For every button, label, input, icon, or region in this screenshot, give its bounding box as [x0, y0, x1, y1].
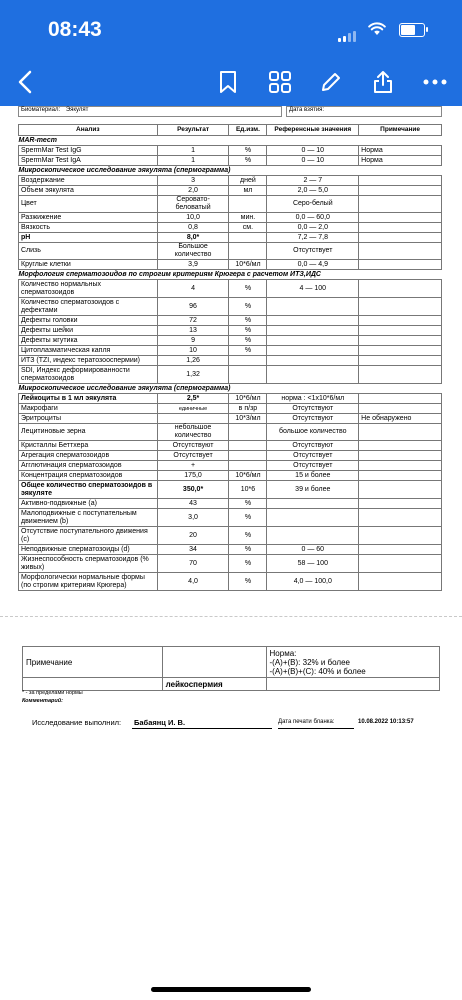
row-unit: [229, 233, 267, 243]
table-row: [19, 545, 442, 555]
note-table: [22, 646, 440, 691]
row-reference: [267, 336, 359, 346]
table-row: [19, 196, 442, 213]
row-note: Норма: [359, 156, 442, 166]
row-result: 96: [157, 298, 229, 316]
row-result: +: [157, 461, 229, 471]
row-note: [359, 298, 442, 316]
table-row: [19, 451, 442, 461]
row-analysis: Малоподвижные с поступательным движением (b): [19, 509, 158, 527]
row-reference: 39 и более: [267, 481, 359, 499]
comment-label: Комментарий:: [22, 698, 63, 704]
table-row: [19, 316, 442, 326]
biomaterial-label: Биоматериал:: [21, 107, 61, 113]
row-unit: %: [229, 499, 267, 509]
row-result: Серовато-беловатый: [157, 196, 229, 213]
note-empty-cell: [162, 647, 266, 678]
row-analysis: Разжижение: [19, 213, 158, 223]
table-row: [19, 233, 442, 243]
norm-cell: [266, 647, 439, 678]
row-result: 3,0: [157, 509, 229, 527]
table-row: [19, 176, 442, 186]
share-icon[interactable]: [367, 66, 399, 98]
row-analysis: Активно-подвижные (а): [19, 499, 158, 509]
row-result: 175,0: [157, 471, 229, 481]
row-analysis: Агглютинация сперматозоидов: [19, 461, 158, 471]
row-note: [359, 545, 442, 555]
section-title: Морфология сперматозоидов по строгим критериям Крюгера с расчетом ИТЗ,ИДС: [18, 270, 321, 278]
performer-signature-line: [132, 728, 272, 729]
row-unit: мл: [229, 186, 267, 196]
row-analysis: Дефекты шейки: [19, 326, 158, 336]
row-note: [359, 326, 442, 336]
row-unit: [229, 356, 267, 366]
row-note: [359, 186, 442, 196]
wifi-icon: [368, 22, 386, 41]
row-analysis: Эритроциты: [19, 414, 158, 424]
row-note: [359, 316, 442, 326]
status-time: 08:43: [48, 18, 102, 41]
row-result: 34: [157, 545, 229, 555]
row-analysis: Воздержание: [19, 176, 158, 186]
row-analysis: Дефекты головки: [19, 316, 158, 326]
row-result: 9: [157, 336, 229, 346]
row-unit: см.: [229, 223, 267, 233]
print-date-label: Дата печати бланка:: [278, 719, 335, 725]
row-reference: 0 — 60: [267, 545, 359, 555]
row-note: [359, 196, 442, 213]
row-result: 0,8: [157, 223, 229, 233]
row-result: 1,26: [157, 356, 229, 366]
row-note: [359, 394, 442, 404]
row-unit: 10*6/мл: [229, 471, 267, 481]
table-row: [19, 298, 442, 316]
table-row: [19, 499, 442, 509]
row-analysis: Слизь: [19, 243, 158, 260]
row-result: 8,0*: [157, 233, 229, 243]
row-reference: [267, 509, 359, 527]
row-unit: %: [229, 555, 267, 573]
row-analysis: Цвет: [19, 196, 158, 213]
row-unit: [229, 441, 267, 451]
row-reference: 0,0 — 4,9: [267, 260, 359, 270]
row-result: 70: [157, 555, 229, 573]
norm-line-2: -(А)+(В)+(С): 40% и более: [269, 666, 366, 676]
row-result: Большое количество: [157, 243, 229, 260]
row-unit: в п/зр: [229, 404, 267, 414]
row-unit: %: [229, 346, 267, 356]
more-icon[interactable]: [419, 66, 451, 98]
row-unit: 10*3/мл: [229, 414, 267, 424]
row-analysis: Общее количество сперматозоидов в эякуляте: [19, 481, 158, 499]
table-row: [19, 441, 442, 451]
status-bar: [0, 0, 462, 58]
asterisk-note: * - за пределами нормы: [22, 690, 83, 696]
row-unit: %: [229, 280, 267, 298]
row-note: [359, 555, 442, 573]
row-result: 2,5*: [157, 394, 229, 404]
table-row: [19, 186, 442, 196]
table-row: [19, 424, 442, 441]
results-table: [18, 124, 442, 591]
row-result: [157, 414, 229, 424]
row-analysis: Лецитиновые зерна: [19, 424, 158, 441]
back-icon[interactable]: [10, 66, 42, 98]
row-reference: [267, 527, 359, 545]
row-result: 1: [157, 156, 229, 166]
col-header-note: Примечание: [359, 125, 442, 136]
col-header-result: Результат: [157, 125, 229, 136]
row-unit: %: [229, 336, 267, 346]
row-result: Отсутствуют: [157, 441, 229, 451]
row-result: 72: [157, 316, 229, 326]
row-analysis: Макрофаги: [19, 404, 158, 414]
row-note: [359, 366, 442, 384]
row-reference: 2,0 — 5,0: [267, 186, 359, 196]
table-row: [19, 213, 442, 223]
row-analysis: Морфологически нормальные формы (по строгим критериям Крюгера): [19, 573, 158, 591]
row-result: 350,0*: [157, 481, 229, 499]
row-reference: 7,2 — 7,8: [267, 233, 359, 243]
row-unit: 10*6/мл: [229, 260, 267, 270]
section-header: [19, 270, 442, 280]
row-analysis: SpermMar Test IgG: [19, 146, 158, 156]
row-note: [359, 461, 442, 471]
row-result: 13: [157, 326, 229, 336]
row-reference: 4 — 100: [267, 280, 359, 298]
row-note: Не обнаружено: [359, 414, 442, 424]
col-header-reference: Референсные значения: [267, 125, 359, 136]
row-result: 3: [157, 176, 229, 186]
table-header: [19, 125, 442, 136]
row-reference: 0,0 — 2,0: [267, 223, 359, 233]
row-note: [359, 336, 442, 346]
table-row: [19, 471, 442, 481]
row-result: небольшое количество: [157, 424, 229, 441]
row-unit: [229, 424, 267, 441]
row-note: [359, 527, 442, 545]
date-taken-label: Дата взятия:: [289, 107, 325, 113]
row-reference: Отсутствует: [267, 451, 359, 461]
row-unit: %: [229, 545, 267, 555]
conclusion-empty-cell-2: [266, 678, 439, 691]
row-note: Норма: [359, 146, 442, 156]
row-unit: %: [229, 573, 267, 591]
row-analysis: Вязкость: [19, 223, 158, 233]
row-note: [359, 481, 442, 499]
row-result: 43: [157, 499, 229, 509]
table-row: [19, 404, 442, 414]
date-taken-box: [286, 106, 442, 117]
row-reference: [267, 499, 359, 509]
table-row: [19, 326, 442, 336]
row-unit: [229, 243, 267, 260]
home-indicator: [151, 987, 311, 992]
row-reference: большое количество: [267, 424, 359, 441]
row-analysis: Лейкоциты в 1 мл эякулята: [19, 394, 158, 404]
performer-name: Бабаянц И. В.: [134, 718, 186, 727]
table-row: [19, 356, 442, 366]
table-row: [19, 243, 442, 260]
row-reference: 0 — 10: [267, 156, 359, 166]
row-note: [359, 451, 442, 461]
row-result: 1: [157, 146, 229, 156]
row-reference: 15 и более: [267, 471, 359, 481]
row-reference: Отсутствуют: [267, 441, 359, 451]
row-unit: 10*6: [229, 481, 267, 499]
row-analysis: Отсутствие поступательного движения (c): [19, 527, 158, 545]
document-page: [0, 106, 462, 1000]
row-result: Отсутствует: [157, 451, 229, 461]
page-separator: [0, 616, 462, 629]
row-note: [359, 176, 442, 186]
row-result: единичные: [157, 404, 229, 414]
row-unit: %: [229, 298, 267, 316]
row-result: 2,0: [157, 186, 229, 196]
table-row: [19, 509, 442, 527]
row-reference: 0,0 — 60,0: [267, 213, 359, 223]
row-note: [359, 573, 442, 591]
row-analysis: Неподвижные сперматозоиды (d): [19, 545, 158, 555]
row-analysis: Количество сперматозоидов с дефектами: [19, 298, 158, 316]
row-analysis: Жизнеспособность сперматозоидов (% живых): [19, 555, 158, 573]
row-analysis: Кристаллы Беттхера: [19, 441, 158, 451]
bookmark-icon[interactable]: [212, 66, 244, 98]
grid-icon[interactable]: [264, 66, 296, 98]
row-note: [359, 223, 442, 233]
col-header-unit: Ед.изм.: [229, 125, 267, 136]
row-reference: [267, 356, 359, 366]
table-row: [19, 481, 442, 499]
row-note: [359, 260, 442, 270]
row-reference: [267, 326, 359, 336]
row-unit: [229, 196, 267, 213]
norm-title: Норма:: [269, 648, 297, 658]
header-row: [18, 106, 442, 117]
conclusion-value: лейкоспермия: [162, 678, 266, 691]
biomaterial-value: Эякулят: [65, 107, 89, 113]
col-header-analysis: Анализ: [19, 125, 158, 136]
row-unit: [229, 461, 267, 471]
row-unit: %: [229, 316, 267, 326]
row-note: [359, 441, 442, 451]
row-analysis: ИТЗ (TZI, индекс тератозооспермии): [19, 356, 158, 366]
table-row: [19, 555, 442, 573]
edit-icon[interactable]: [315, 66, 347, 98]
biomaterial-box: [18, 106, 282, 117]
section-title: Микроскопическое исследование эякулята (спермограмма): [18, 166, 231, 174]
row-note: [359, 346, 442, 356]
cellular-signal-icon: [338, 24, 358, 42]
row-reference: 0 — 10: [267, 146, 359, 156]
norm-line-1: -(А)+(В): 32% и более: [269, 657, 350, 667]
row-note: [359, 233, 442, 243]
row-note: [359, 280, 442, 298]
row-analysis: Агрегация сперматозоидов: [19, 451, 158, 461]
row-note: [359, 499, 442, 509]
row-result: 1,32: [157, 366, 229, 384]
table-row: [19, 414, 442, 424]
row-analysis: Дефекты жгутика: [19, 336, 158, 346]
row-result: 4: [157, 280, 229, 298]
row-result: 10: [157, 346, 229, 356]
row-unit: %: [229, 527, 267, 545]
row-reference: 2 — 7: [267, 176, 359, 186]
row-analysis: Концентрация сперматозоидов: [19, 471, 158, 481]
row-reference: Отсутствует: [267, 461, 359, 471]
row-analysis: Количество нормальных сперматозоидов: [19, 280, 158, 298]
row-reference: Отсутствуют: [267, 414, 359, 424]
table-row: [19, 146, 442, 156]
section-title: MAR-тест: [18, 136, 57, 144]
table-row: [19, 527, 442, 545]
row-note: [359, 509, 442, 527]
row-note: [359, 243, 442, 260]
row-reference: [267, 298, 359, 316]
row-note: [359, 424, 442, 441]
performed-label: Исследование выполнил:: [32, 718, 122, 727]
row-unit: %: [229, 326, 267, 336]
row-reference: [267, 366, 359, 384]
row-result: 3,9: [157, 260, 229, 270]
table-row: [19, 280, 442, 298]
row-reference: норма : <1x10*6/мл: [267, 394, 359, 404]
row-reference: [267, 316, 359, 326]
row-note: [359, 213, 442, 223]
row-unit: %: [229, 146, 267, 156]
section-title: Микроскопическое исследование эякулята (спермограмма): [18, 384, 231, 392]
row-reference: 58 — 100: [267, 555, 359, 573]
row-analysis: Цитоплазматическая капля: [19, 346, 158, 356]
table-row: [19, 394, 442, 404]
row-result: 10,0: [157, 213, 229, 223]
row-unit: %: [229, 156, 267, 166]
section-header: [19, 136, 442, 146]
table-row: [19, 346, 442, 356]
row-result: 4,0: [157, 573, 229, 591]
table-row: [19, 366, 442, 384]
row-unit: %: [229, 509, 267, 527]
table-row: [19, 573, 442, 591]
print-date-line: [278, 728, 354, 729]
row-analysis: Объем эякулята: [19, 186, 158, 196]
section-header: [19, 384, 442, 394]
row-reference: Отсутствуют: [267, 404, 359, 414]
table-row: [19, 461, 442, 471]
row-analysis: Круглые клетки: [19, 260, 158, 270]
table-row: [19, 223, 442, 233]
row-unit: мин.: [229, 213, 267, 223]
print-date-value: 10.08.2022 10:13:57: [358, 719, 414, 725]
row-reference: Отсутствует: [267, 243, 359, 260]
note-label: Примечание: [23, 647, 163, 678]
row-unit: дней: [229, 176, 267, 186]
table-row: [19, 156, 442, 166]
row-analysis: pH: [19, 233, 158, 243]
row-unit: 10*6/мл: [229, 394, 267, 404]
row-note: [359, 404, 442, 414]
row-analysis: SpermMar Test IgA: [19, 156, 158, 166]
row-reference: [267, 346, 359, 356]
row-reference: Серо-белый: [267, 196, 359, 213]
row-unit: [229, 451, 267, 461]
row-unit: [229, 366, 267, 384]
section-header: [19, 166, 442, 176]
viewer-toolbar: [0, 58, 462, 106]
row-reference: 4,0 — 100,0: [267, 573, 359, 591]
conclusion-empty-cell: [23, 678, 163, 691]
table-row: [19, 260, 442, 270]
row-note: [359, 356, 442, 366]
row-result: 20: [157, 527, 229, 545]
battery-icon: [399, 23, 425, 37]
row-note: [359, 471, 442, 481]
table-row: [19, 336, 442, 346]
row-analysis: SDI, Индекс деформированности сперматозоидов: [19, 366, 158, 384]
